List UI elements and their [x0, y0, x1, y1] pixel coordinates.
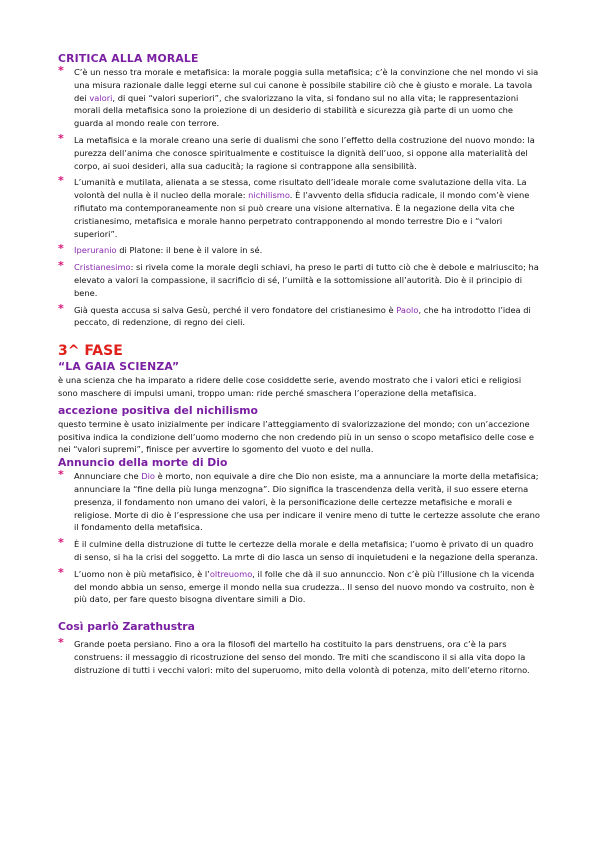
subheading-annuncio: Annuncio della morte di Dio — [58, 456, 228, 470]
subheading-zarathustra: Così parlò Zarathustra — [58, 620, 195, 634]
list-item: * Grande poeta persiano. Fino a ora la filosofi del martello ha costituito la pars denstruens, ora c’è la pars construens: il messaggio di ricostruzione del senso del mondo. Tre miti che scandiscono il si alla vita dopo la distruzione di tutti i vecchi valori: mito del superuomo, mito della volontà di potenza, mito dell’eterno ritorno. — [58, 636, 530, 675]
bullet-star-icon: * — [58, 242, 64, 256]
bullet-star-icon: * — [58, 636, 64, 650]
bullet-star-icon: * — [58, 174, 64, 188]
list-item: * C’è un nesso tra morale e metafisica: la morale poggia sulla metafisica; c’è la convinzione che nel mondo vi sia una misura razionale dalle leggi eterne sul cui canone è possibile stabilire ciò che è giusto e morale. La tavola dei valori, di quei “valori superiori”, che svalorizzano la vita, si fondano sul no alla vita; le rappresentazioni morali della metafisica sono la proiezione di un desiderio di stabilità e sicurezza già parte di un uomo che guarda al mondo reale con terrore. — [58, 64, 539, 129]
list-item: * La metafisica e la morale creano una serie di dualismi che sono l’effetto della costruzione del nuovo mondo: la purezza dell’anima che conosce spiritualmente e costituisce la dignità dell’uoo, si oppone alla materialità del corpo, ai suoi desideri, alla sua caducità; la ragione si contrappone alla sensibilità. — [58, 131, 535, 171]
zarathustra-list — [58, 638, 542, 676]
annuncio-list — [58, 470, 542, 606]
highlight-term: nichilismo — [248, 190, 290, 201]
list-item: * Iperuranio di Platone: il bene è il valore in sé. — [58, 242, 263, 256]
bullet-star-icon: * — [58, 259, 64, 273]
highlight-term: Paolo — [396, 304, 419, 315]
list-item: * Annunciare che Dio è morto, non equivale a dire che Dio non esiste, ma a annunciare la morte della metafisica; annunciare la “fine della più lunga menzogna”. Dio significa la trascendenza della verità, il suo essere eterna presenza, il fondamento non umano dei valori, è la personificazione delle certezze metafisiche e morali e religiose. Morte di dio è l’espressione che usa per indicare il venire meno di tutte le certezze assolute che erano il fondamento della metafisica. — [58, 468, 540, 533]
critica-list — [58, 66, 542, 329]
list-item: * L’umanità e mutilata, alienata a se stessa, come risultato dell’ideale morale come svalutazione della vita. La volontà del nulla è il nucleo della morale: nichilismo. È l’avvento della sfiducia radicale, il mondo com’è viene rifiutato ma contemporaneamente non si può creare una visione alternativa. È la negazione della vita che cristianesimo, metafisica e morale hanno perpetrato contrapponendo al mondo terrestre Dio e i “valori superiori”. — [58, 174, 530, 239]
bullet-star-icon: * — [58, 468, 64, 482]
subheading-accezione: accezione positiva del nichilismo — [58, 403, 258, 417]
highlight-term: oltreuomo — [209, 568, 253, 579]
highlight-term: Iperuranio — [74, 245, 117, 256]
document-page — [58, 52, 542, 680]
highlight-term: Dio — [141, 471, 155, 482]
bullet-star-icon: * — [58, 565, 64, 579]
highlight-term: Cristianesimo — [74, 262, 131, 273]
list-item: * Cristianesimo: si rivela come la morale degli schiavi, ha preso le parti di tutto ciò che è debole e malriuscito; ha elevato a valori la compassione, il sacrificio di sé, l’umiltà e la sottomissione all’autorità. Dio è il principio di bene. — [58, 259, 539, 298]
list-item: * È il culmine della distruzione di tutte le certezze della morale e della metafisica; l’uomo è privato di un quadro di senso, si ha la crisi del soggetto. La mrte di dio lasca un senso di inquietudeni e la negazione della speranza. — [58, 536, 538, 562]
bullet-star-icon: * — [58, 64, 64, 77]
accezione-paragraph: questo termine è usato inizialmente per indicare l’atteggiamento di svalorizzazione del mondo; con un’accezione positiva indica la condizione dell’uomo moderno che non credendo più in un senso o scopo metafisico delle cose e nei “valori supremi”, finisce per avvertire lo sgomento del vuoto e del nulla. — [58, 418, 535, 455]
phase-title: 3^ FASE — [58, 343, 123, 360]
gaia-paragraph: è una scienza che ha imparato a ridere delle cose cosiddette serie, avendo mostrato che i valori etici e religiosi sono maschere di impulsi umani, troppo uman: ride perché smaschera l’operazione della metafisica. — [58, 375, 522, 398]
bullet-star-icon: * — [58, 536, 64, 550]
section-title-critica: CRITICA ALLA MORALE — [58, 52, 199, 65]
highlight-term: valori — [89, 92, 113, 103]
section-title-gaia: “LA GAIA SCIENZA” — [58, 360, 180, 374]
list-item: * Già questa accusa si salva Gesù, perché il vero fondatore del cristianesimo è Paolo, che ha introdotto l’idea di peccato, di redenzione, di regno dei cieli. — [58, 301, 531, 328]
list-item: * L’uomo non è più metafisico, è l’oltreuomo, il folle che dà il suo annunccio. Non c’è più l’illusione ch la vicenda del mondo abbia un senso, emerge il mondo nella sua crudezza.. Il senso del nuovo mondo va costruito, non è più dato, per fare questo bisogna diventare simili a Dio. — [58, 565, 535, 605]
bullet-star-icon: * — [58, 131, 64, 145]
bullet-star-icon: * — [58, 301, 64, 315]
